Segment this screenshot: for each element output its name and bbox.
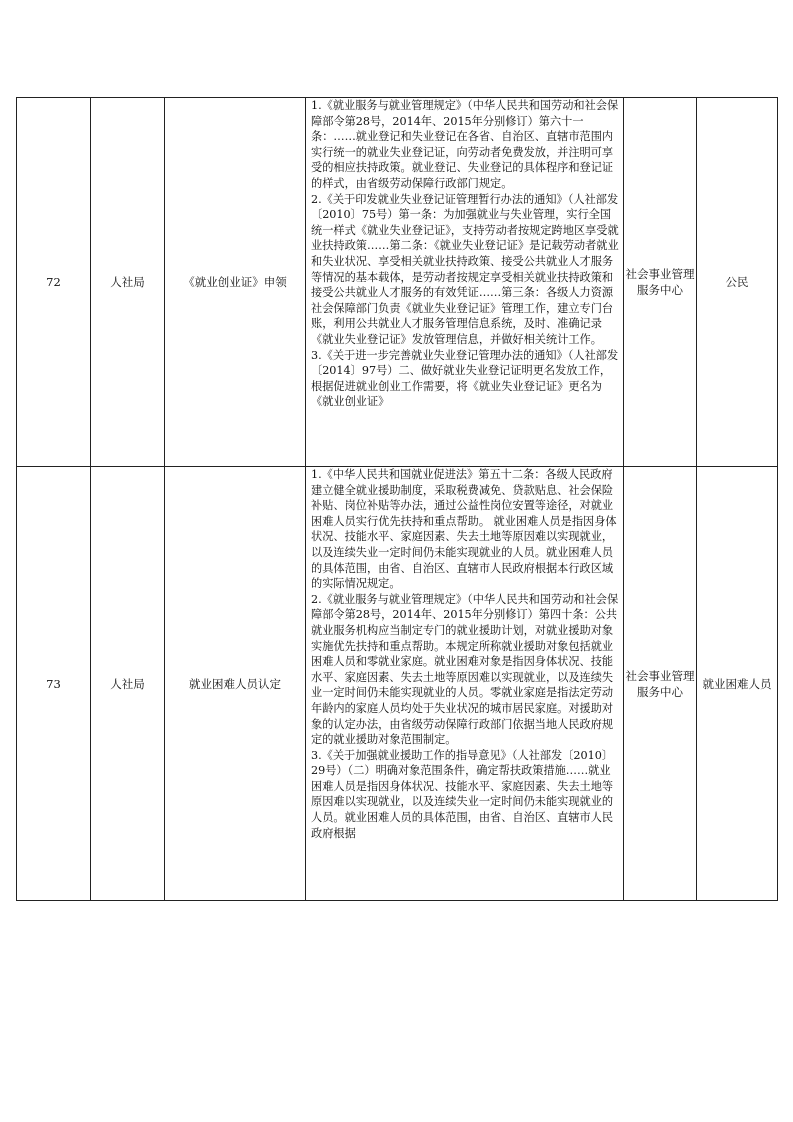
items-table (16, 97, 778, 901)
basis-paragraph: 1.《中华人民共和国就业促进法》第五十二条：各级人民政府建立健全就业援助制度，采取税费减免、贷款贴息、社会保险补贴、岗位补贴等办法，通过公益性岗位安置等途径，对就业困难人员实行优先扶持和重点帮助。 就业困难人员是指因身体状况、技能水平、家庭因素、失去土地等原因难以实现就业，以及连续失业一定时间仍未能实现就业的人员。就业困难人员的具体范围，由省、自治区、直辖市人民政府根据本行政区域的实际情况规定。 (311, 468, 617, 591)
row-number: 73 (17, 467, 91, 901)
item-name-cell: 就业困难人员认定 (165, 467, 306, 901)
basis-paragraph: 3.《关于加强就业援助工作的指导意见》（人社部发〔2010〕29号）（二）明确对象范围条件，确定帮扶政策措施……就业困难人员是指因身体状况、技能水平、家庭因素、失去土地等原因难以实现就业，以及连续失业一定时间仍未能实现就业的人员。就业困难人员的具体范围，由省、自治区、直辖市人民政府根据 (311, 748, 614, 840)
item-name-cell: 《就业创业证》申领 (165, 98, 306, 467)
table-row (17, 467, 778, 901)
legal-basis-cell (306, 467, 624, 901)
legal-basis-cell (306, 98, 624, 467)
basis-paragraph: 2.《就业服务与就业管理规定》（中华人民共和国劳动和社会保障部令第28号，2014年、2015年分别修订）第四十条：公共就业服务机构应当制定专门的就业援助计划，对就业援助对象实施优先扶持和重点帮助。本规定所称就业援助对象包括就业困难人员和零就业家庭。就业困难对象是指因身体状况、技能水平、家庭因素、失去土地等原因难以实现就业，以及连续失业一定时间仍未能实现就业的人员。零就业家庭是指法定劳动年龄内的家庭人员均处于失业状况的城市居民家庭。对援助对象的认定办法，由省级劳动保障行政部门依据当地人民政府规定的就业援助对象范围制定。 (311, 592, 619, 747)
basis-paragraph: 1.《就业服务与就业管理规定》（中华人民共和国劳动和社会保障部令第28号，2014年、2015年分别修订）第六十一条：……就业登记和失业登记在各省、自治区、直辖市范围内实行统一的就业失业登记证，向劳动者免费发放，并注明可享受的相应扶持政策。就业登记、失业登记的具体程序和登记证的样式，由省级劳动保障行政部门规定。 (311, 99, 619, 190)
department-cell: 人社局 (91, 98, 165, 467)
implementing-unit-cell: 社会事业管理服务中心 (624, 467, 697, 901)
department-cell: 人社局 (91, 467, 165, 901)
basis-paragraph: 3.《关于进一步完善就业失业登记管理办法的通知》（人社部发〔2014〕97号）二、做好就业失业登记证明更名发放工作，根据促进就业创业工作需要，将《就业失业登记证》更名为《就业创业证》 (311, 348, 619, 409)
table-row (17, 98, 778, 467)
legal-basis-text (306, 98, 623, 466)
service-target-cell: 公民 (697, 98, 778, 467)
basis-paragraph: 2.《关于印发就业失业登记证管理暂行办法的通知》（人社部发〔2010〕75号）第一条：为加强就业与失业管理，实行全国统一样式《就业失业登记证》，支持劳动者按规定跨地区享受就业扶持政策……第二条：《就业失业登记证》是记载劳动者就业和失业状况、享受相关就业扶持政策、接受公共就业人才服务等情况的基本载体，是劳动者按规定享受相关就业扶持政策和接受公共就业人才服务的有效凭证……第三条：各级人力资源社会保障部门负责《就业失业登记证》管理工作，建立专门台账，利用公共就业人才服务管理信息系统，及时、准确记录《就业失业登记证》发放管理信息，并做好相关统计工作。 (311, 192, 619, 346)
legal-basis-text (306, 467, 623, 900)
implementing-unit-cell: 社会事业管理服务中心 (624, 98, 697, 467)
service-target-cell: 就业困难人员 (697, 467, 778, 901)
row-number: 72 (17, 98, 91, 467)
